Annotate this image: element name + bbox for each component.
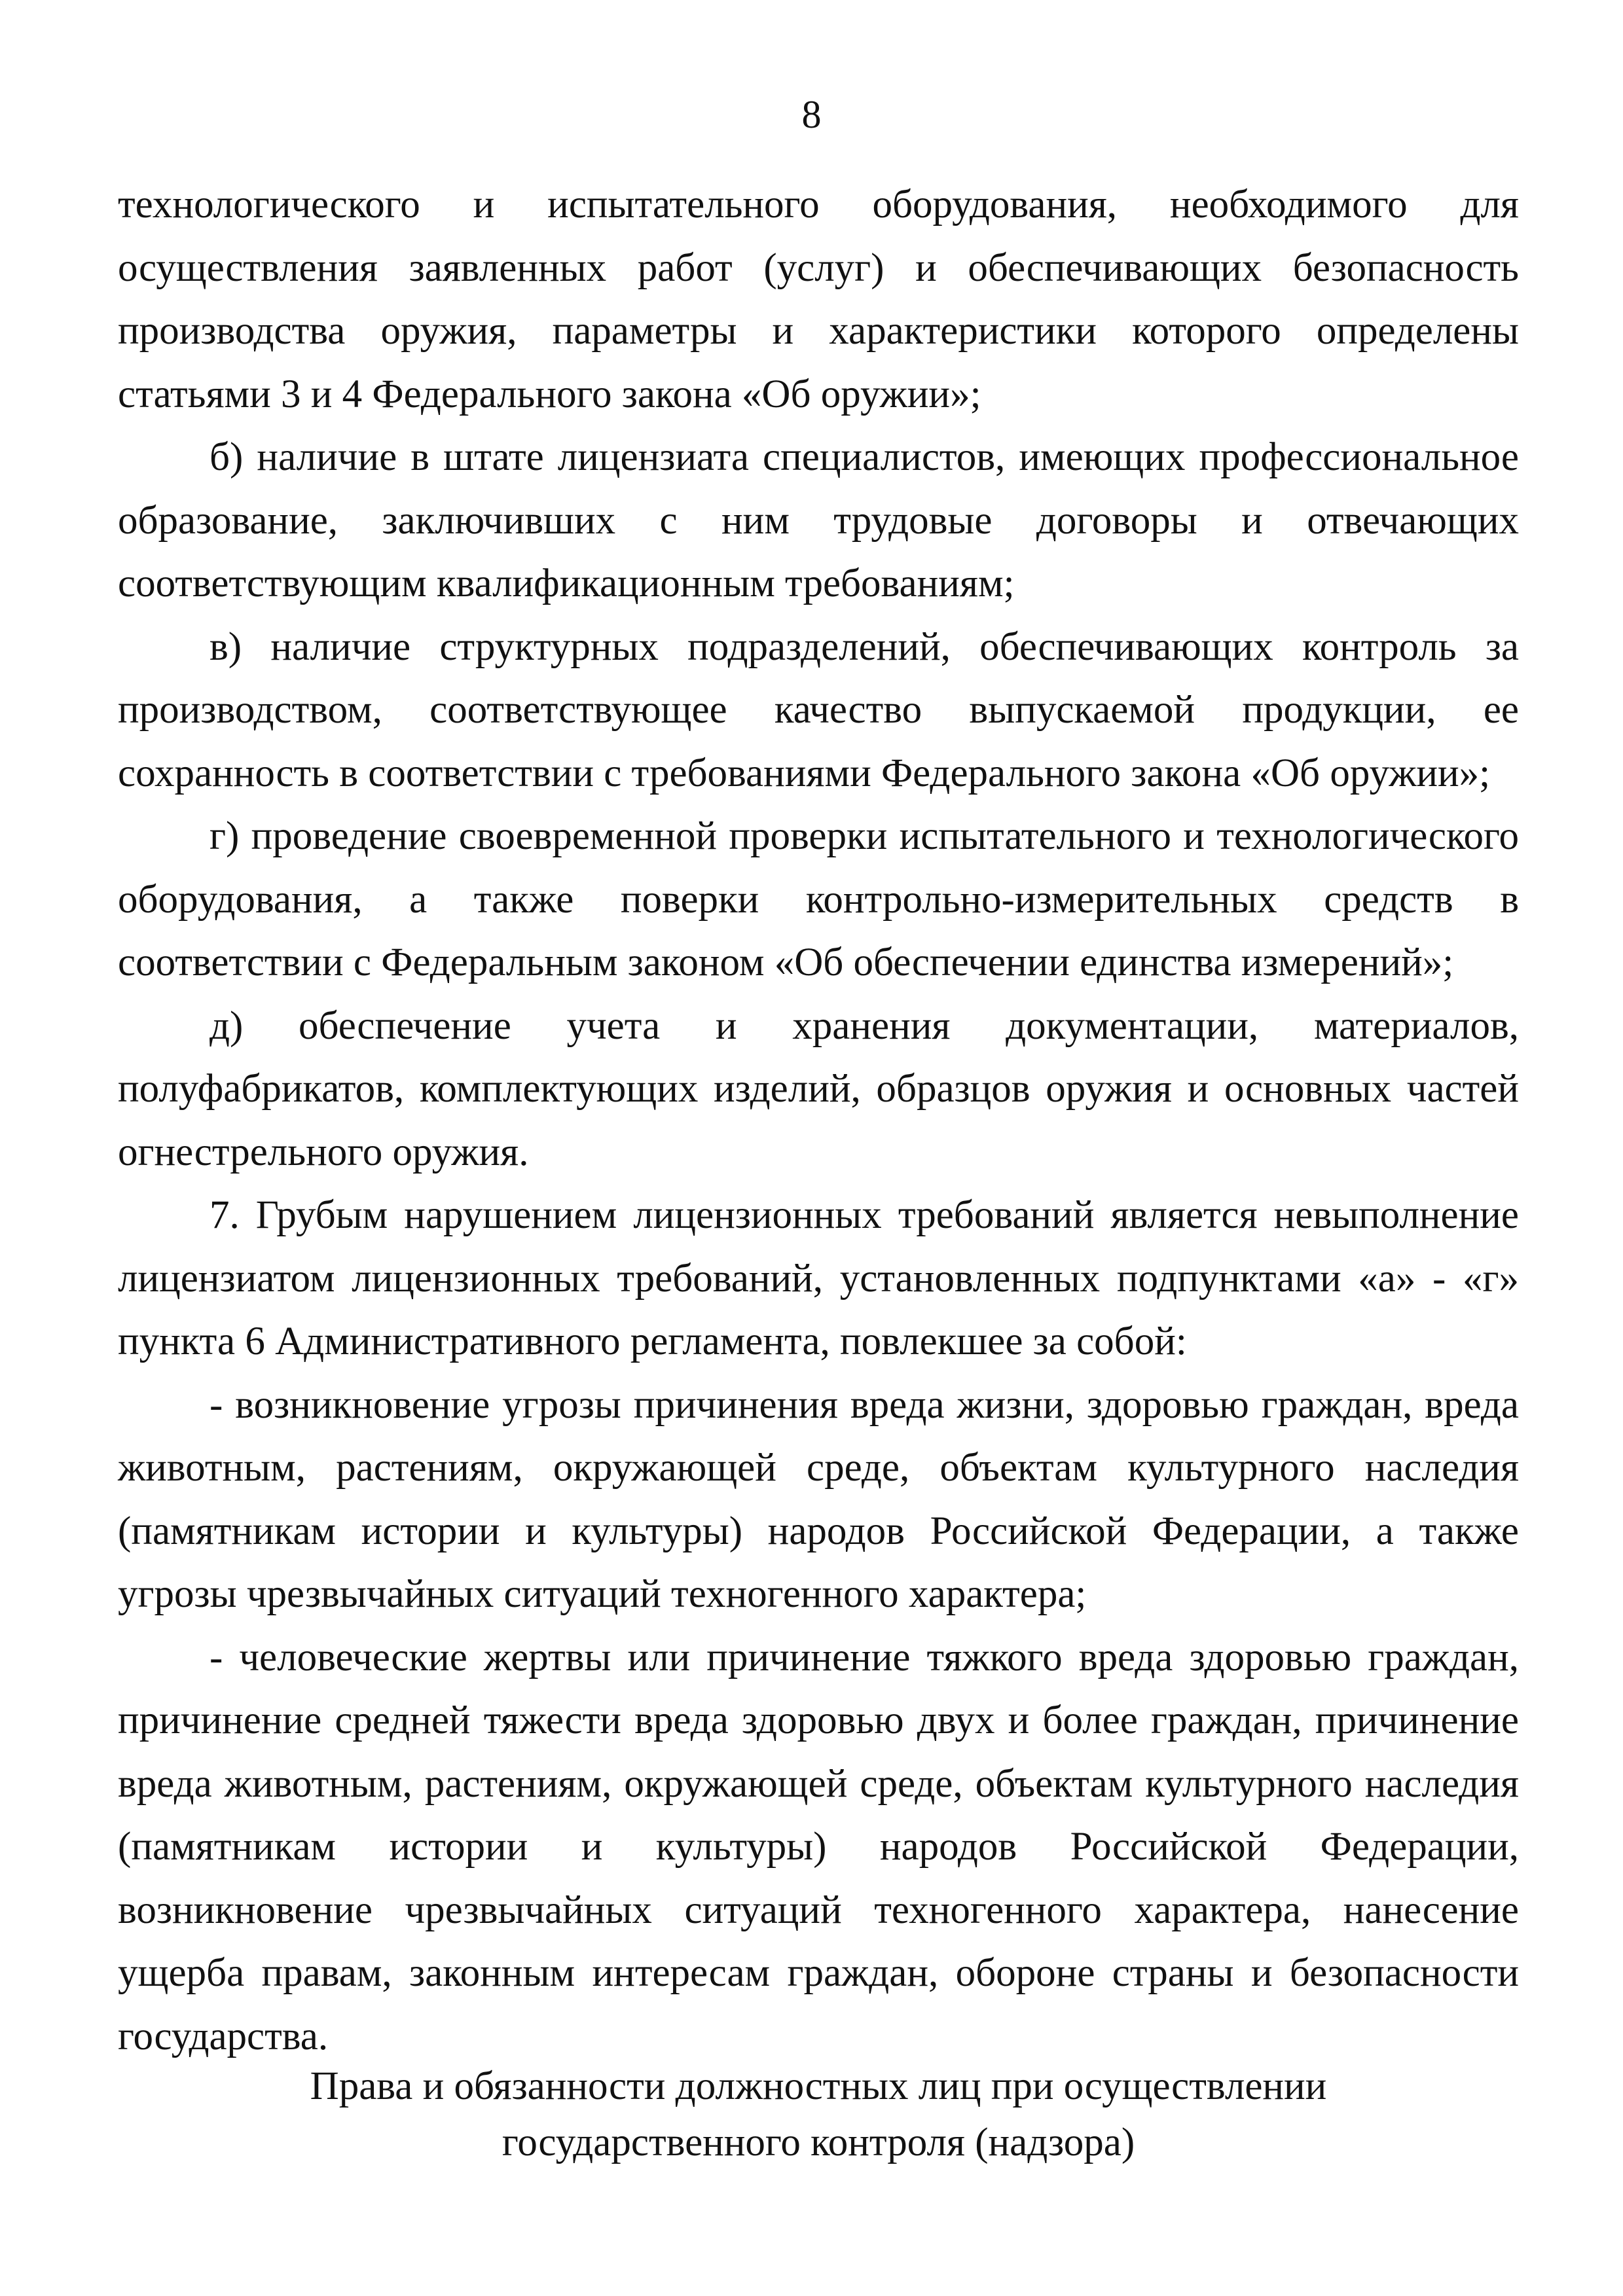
paragraph-bullet-1: - возникновение угрозы причинения вреда жизни, здоровью граждан, вреда животным, растениям, окружающей среде, объектам культурного наследия (памятникам истории и культуры) народов Российской Федерации, а также угрозы чрезвычайных ситуаций техногенного характера; bbox=[118, 1382, 1519, 1616]
section-heading-line-2: государственного контроля (надзора) bbox=[501, 2121, 1135, 2164]
paragraph-item-g: г) проведение своевременной проверки испытательного и технологического оборудования, а также поверки контрольно-измерительных средств в соответствии с Федеральным законом «Об обеспечении единства измерений»; bbox=[118, 814, 1519, 984]
paragraph-bullet-2: - человеческие жертвы или причинение тяжкого вреда здоровью граждан, причинение средней тяжести вреда здоровью двух и более граждан, причинение вреда животным, растениям, окружающей среде, объектам культурного наследия (памятникам истории и культуры) народов Российской Федерации, возникновение чрезвычайных ситуаций техногенного характера, нанесение ущерба правам, законным интересам граждан, обороне страны и безопасности государства. bbox=[118, 1635, 1519, 2058]
paragraph-item-b: б) наличие в штате лицензиата специалистов, имеющих профессиональное образование, заключивших с ним трудовые договоры и отвечающих соответствующим квалификационным требованиям; bbox=[118, 435, 1519, 605]
paragraph-continuation: технологического и испытательного оборудования, необходимого для осуществления заявленных работ (услуг) и обеспечивающих безопасность производства оружия, параметры и характеристики которого определены статьями 3 и 4 Федерального закона «Об оружии»; bbox=[118, 183, 1519, 416]
section-heading bbox=[118, 2058, 1519, 2171]
paragraph-item-d: д) обеспечение учета и хранения документации, материалов, полуфабрикатов, комплектующих изделий, образцов оружия и основных частей огнестрельного оружия. bbox=[118, 1003, 1519, 1174]
paragraph-clause-7: 7. Грубым нарушением лицензионных требований является невыполнение лицензиатом лицензионных требований, установленных подпунктами «а» - «г» пункта 6 Административного регламента, повлекшее за собой: bbox=[118, 1193, 1519, 1363]
paragraph-item-v: в) наличие структурных подразделений, обеспечивающих контроль за производством, соответствующее качество выпускаемой продукции, ее сохранность в соответствии с требованиями Федерального закона «Об оружии»; bbox=[118, 624, 1519, 795]
section-heading-line-1: Права и обязанности должностных лиц при осуществлении bbox=[310, 2064, 1327, 2108]
document-body bbox=[118, 173, 1519, 2068]
page-number: 8 bbox=[801, 93, 822, 136]
